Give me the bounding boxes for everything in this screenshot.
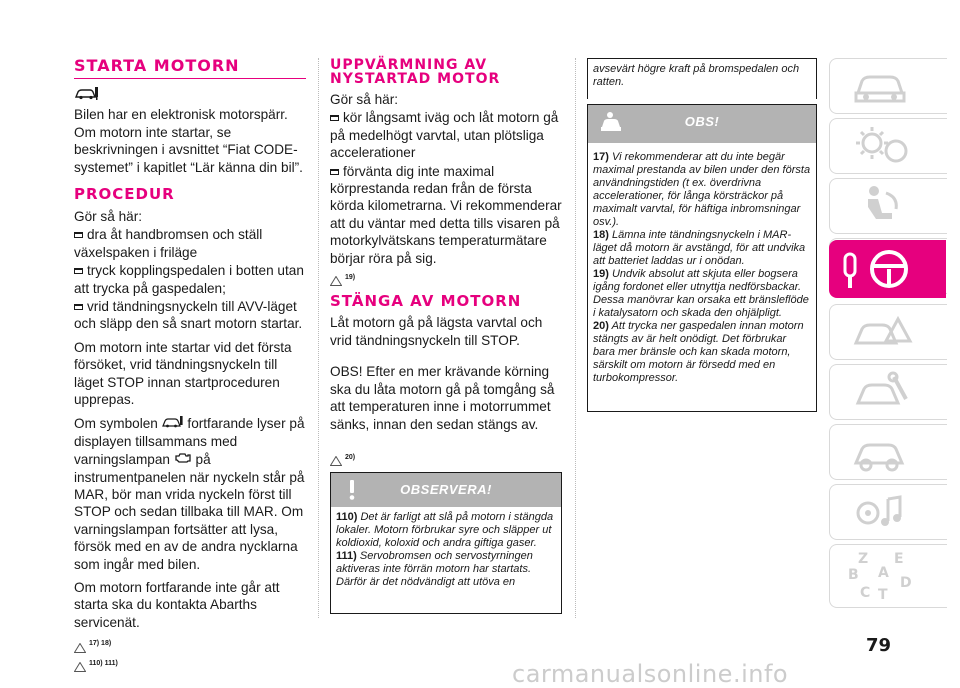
note-item: 19) Undvik absolut att skjuta eller bogsera igång fordonet eller utnyttja nedförsbackar. Dessa manövrar kan orsaka ett bränsleflöde i katalysatorn och skada den ohjälpligt. [593,268,809,319]
bullet-icon [74,304,83,310]
tab-emergency[interactable] [829,304,947,360]
section-title: NYSTARTAD MOTOR [330,71,501,87]
note-item: 110) Det är farligt att slå på motorn i stängda lokaler. Motorn förbrukar syre och släpper ut koldioxid, koloxid och andra giftiga gaser. [336,511,554,549]
tab-index[interactable] [829,544,947,608]
tab-safety[interactable] [829,178,947,234]
section-title: UPPVÄRMNING AV [330,57,488,73]
note-item: 18) Lämna inte tändningsnyckeln i MAR-läget då motorn är avstängd, för att undvika att batteriet laddas ur i onödan. [593,229,806,267]
box-title: OBS! [684,114,720,129]
car-dashboard-icon [850,63,910,109]
title-underline [74,78,306,79]
sun-warning-icon [848,123,918,169]
tab-multimedia[interactable] [829,484,947,540]
section-title: STARTA MOTORN [74,56,240,75]
watermark: carmanualsonline.info [512,660,789,688]
index-letters-icon [842,547,922,605]
paragraph: OBS! Efter en mer krävande körning ska du låta motorn gå på tomgång så att temperaturen inne i motorrummet sänks, innan den sedan stängs av. [330,364,555,432]
warning-triangle-icon [74,643,86,653]
list-item: dra åt handbromsen och ställ växelspaken i friläge [74,227,263,260]
lead-text: Gör så här: [330,92,398,107]
warning-triangle-icon [330,276,342,286]
lead-text: Gör så här: [74,209,142,225]
paragraph: Om symbolen fortfarande lyser på displayen tillsammans med varningslampan på instrumentpanelen när nyckeln står på MAR, bör man vrida nyckeln först till STOP och sedan tillbaka till MAR. Om varningslampan fortsätter att lysa, försök med en av de andra nycklarna som ingår med bilen. [74,415,305,572]
list-item: tryck kopplingspedalen i botten utan att trycka på gaspedalen; [74,263,304,296]
box-body: avsevärt högre kraft på bromspedalen och ratten. [593,63,800,88]
bullet-icon [330,115,339,121]
warning-references: 110) 111) [74,655,306,672]
note-item: 20) Att trycka ner gaspedalen innan motorn stängts av är helt onödigt. Det förbrukar bara mer bränsle och kan skada motorn, särskilt om motorn är försedd med en turbokompressor. [593,320,804,384]
paragraph: Låt motorn gå på lägsta varvtal och vrid tändningsnyckeln till STOP. [330,315,543,348]
index-letter: T [878,587,888,603]
engine-warning-icon [174,451,192,468]
list-item: kör långsamt iväg och låt motorn gå på medelhögt varvtal, utan plötsliga accelerationer [330,110,559,161]
list-item: förvänta dig inte maximal körprestanda redan från de första körda kilometrarna. Vi rekommenderar att du väntar med detta tills visaren på motorkylvätskans temperaturmätare börjar röra på sig. [330,163,562,266]
car-key-symbol-icon [162,415,184,433]
note-item: 17) Vi rekommenderar att du inte begär maximal prestanda av bilen under den första användningstiden (t ex. överdrivna accelerationer, för långa körsträckor på maximalt varvtal, för häftiga inbromsningar osv.). [593,151,811,228]
list-item: vrid tändningsnyckeln till AVV-läget och släpp den så snart motorn startar. [74,299,303,332]
tab-lights[interactable] [829,118,947,174]
index-letter: A [878,565,889,581]
warning-triangle-icon [330,456,342,466]
paragraph: Om motorn inte startar vid det första försöket, vrid tändningsnyckeln till läget STOP innan startproceduren upprepas. [74,339,292,408]
procedure-title: PROCEDUR [74,185,175,204]
column-divider [575,58,576,618]
warning-references: 17) 18) [74,635,306,652]
index-letter: E [894,551,904,567]
paragraph: Om motorn fortfarande inte går att starta ska du kontakta Abarths servicenät. [74,580,280,630]
index-letter: B [848,567,859,583]
observera-box [330,472,562,614]
tab-specs[interactable] [829,424,947,480]
car-key-symbol-icon [74,85,306,105]
box-body [331,507,561,593]
note-item: 111) Servobromsen och servostyrningen aktiveras inte förrän motorn har startats. Därför är det nödvändigt att utöva en [336,550,533,588]
middle-column [330,58,562,468]
box-header [331,473,561,507]
car-specs-icon [848,429,918,475]
page-number: 79 [866,635,892,656]
key-steering-icon [839,244,929,294]
warning-triangle-icon [74,662,86,672]
bullet-icon [74,232,83,238]
left-column [74,58,306,674]
tab-starting-driving-active[interactable] [829,240,946,298]
tab-dashboard[interactable] [829,58,947,114]
box-header [588,105,816,143]
section-title: STÄNGA AV MOTORN [330,292,522,311]
index-letter: D [900,575,912,591]
warning-references: 20) [330,449,562,466]
bullet-icon [74,268,83,274]
bullet-icon [330,169,339,175]
index-letter: Z [858,551,869,567]
column-divider [318,58,319,618]
continued-box [587,58,817,99]
intro-text: Bilen har en elektronisk motorspärr. Om motorn inte startar, se beskrivningen i avsnittet “Fiat CODE-systemet” i kapitlet “Lär känna din bil”. [74,107,303,175]
multimedia-icon [848,489,918,535]
road-warning-icon [848,309,918,355]
index-letter: C [860,585,871,601]
warning-references: 19) [330,269,562,286]
box-body [588,143,816,389]
seat-airbag-icon [852,183,912,229]
tab-maintenance[interactable] [829,364,947,420]
obs-box [587,104,817,412]
box-title: OBSERVERA! [400,482,492,497]
wrench-maintenance-icon [848,369,918,415]
